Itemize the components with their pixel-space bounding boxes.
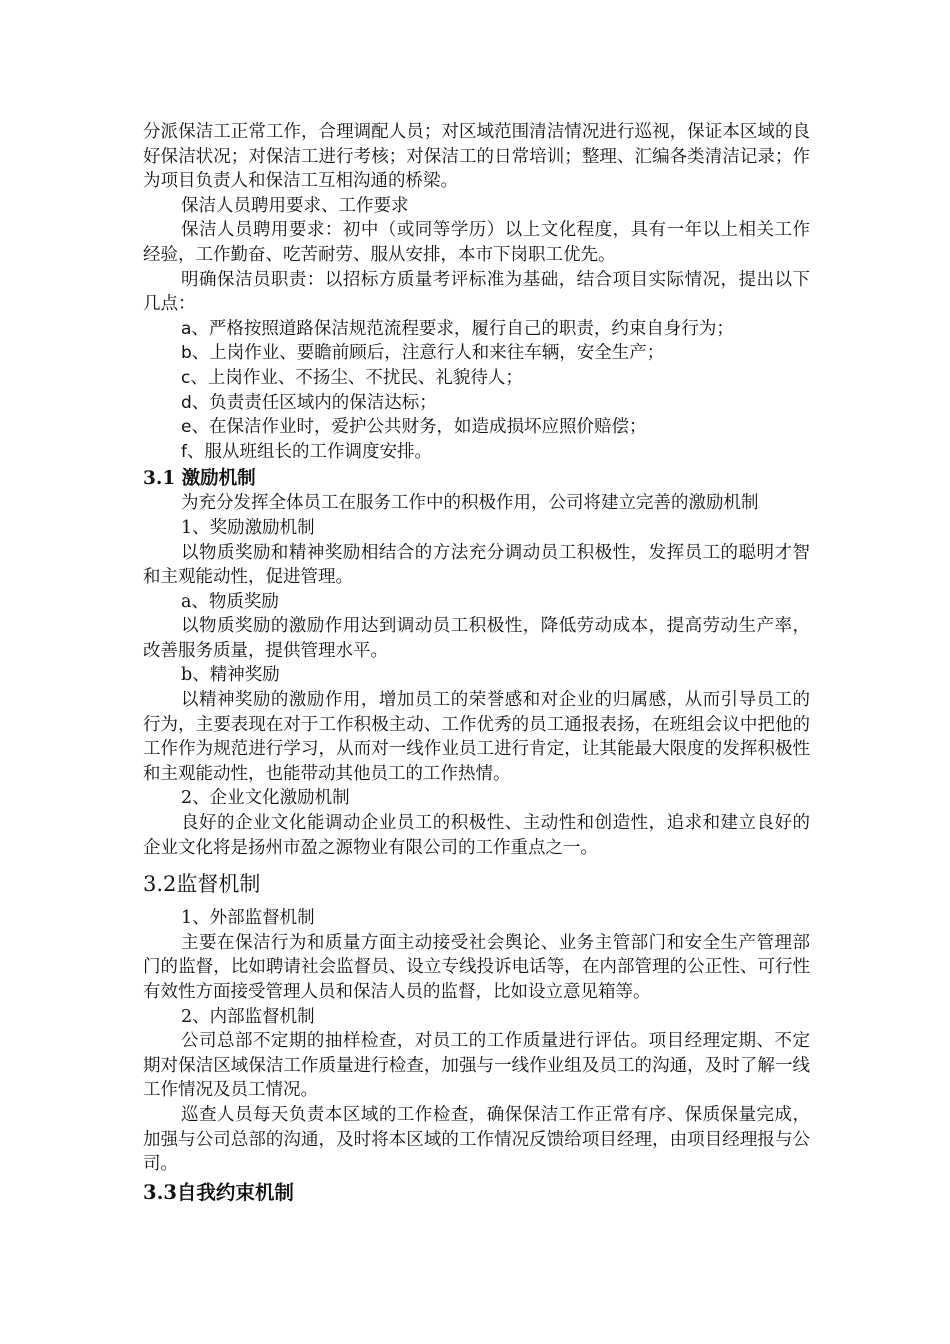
list-item-text: 、服从班组长的工作调度安排。	[187, 441, 432, 462]
list-item-letter: f	[181, 441, 187, 462]
document-page	[143, 120, 810, 1206]
list-item	[143, 317, 810, 342]
section-heading-3-1: 3.1 激励机制	[143, 468, 256, 490]
paragraph-material-reward: 以物质奖励的激励作用达到调动员工积极性，降低劳动成本，提高劳动生产率，改善服务质量，提供管理水平。	[143, 616, 810, 661]
list-item-text: 、上岗作业、不扬尘、不扰民、礼貌待人；	[190, 367, 523, 388]
list-item-letter: b	[181, 343, 192, 364]
paragraph-inspection: 巡查人员每天负责本区域的工作检查，确保保洁工作正常有序、保质保量完成，加强与公司总部的沟通，及时将本区域的工作情况反馈给项目经理，由项目经理报与公司。	[143, 1104, 810, 1175]
paragraph-incentive-intro: 为充分发挥全体员工在服务工作中的积极作用，公司将建立完善的激励机制	[181, 493, 759, 514]
subheading-culture-incentive: 2、企业文化激励机制	[181, 788, 350, 809]
section-heading-3-3: 3.3自我约束机制	[143, 1180, 294, 1204]
list-item	[143, 391, 810, 416]
list-item-letter: c	[181, 367, 191, 388]
list-item	[143, 415, 810, 440]
paragraph-reward-incentive: 以物质奖励和精神奖励相结合的方法充分调动员工积极性，发挥员工的聪明才智和主观能动性，促进管理。	[143, 542, 810, 588]
paragraph-hiring-requirements: 保洁人员聘用要求：初中（或同等学历）以上文化程度，具有一年以上相关工作经验，工作勤奋、吃苦耐劳、服从安排，本市下岗职工优先。	[143, 220, 810, 265]
paragraph-spiritual-reward: 以精神奖励的激励作用，增加员工的荣誉感和对企业的归属感，从而引导员工的行为，主要表现在对于工作积极主动、工作优秀的员工通报表扬，在班组会议中把他的工作作为规范进行学习，从而对一线作业员工进行肯定，让其能最大限度的发挥积极性和主观能动性，也能带动其他员工的工作热情。	[143, 690, 810, 784]
paragraph-hiring-title: 保洁人员聘用要求、工作要求	[181, 195, 409, 216]
section-heading-3-2: 3.2监督机制	[143, 872, 261, 897]
list-item-text: 、负责责任区域内的保洁达标；	[191, 392, 437, 413]
paragraph-cleaner-duties-intro: 明确保洁员职责：以招标方质量考评标准为基础，结合项目实际情况，提出以下几点：	[143, 269, 810, 315]
paragraph-internal-supervision: 公司总部不定期的抽样检查，对员工的工作质量进行评估。项目经理定期、不定期对保洁区域保洁工作质量进行检查，加强与一线作业组及员工的沟通，及时了解一线工作情况及员工情况。	[143, 1031, 810, 1101]
subheading-reward-incentive: 1、奖励激励机制	[181, 517, 315, 538]
list-item-letter: e	[181, 417, 192, 438]
list-item-letter: d	[181, 392, 192, 413]
list-item-text: 、上岗作业、要瞻前顾后，注意行人和来往车辆，安全生产；	[191, 343, 665, 364]
subheading-material-reward: a、物质奖励	[181, 591, 279, 612]
list-item	[143, 341, 810, 366]
list-item-text: 、在保洁作业时，爱护公共财务，如造成损坏应照价赔偿；	[191, 417, 647, 438]
list-item-text: 、严格按照道路保洁规范流程要求，履行自己的职责，约束自身行为；	[191, 318, 734, 339]
list-item-letter: a	[181, 318, 192, 339]
subheading-external-supervision: 1、外部监督机制	[181, 908, 315, 929]
paragraph-culture-incentive: 良好的企业文化能调动企业员工的积极性、主动性和创造性，追求和建立良好的企业文化将是扬州市盈之源物业有限公司的工作重点之一。	[143, 813, 810, 858]
paragraph-supervisor-duties: 分派保洁工正常工作，合理调配人员；对区域范围清洁情况进行巡视，保证本区域的良好保洁状况；对保洁工进行考核；对保洁工的日常培训；整理、汇编各类清洁记录；作为项目负责人和保洁工互相沟通的桥梁。	[143, 122, 810, 192]
list-item	[143, 440, 810, 465]
subheading-internal-supervision: 2、内部监督机制	[181, 1006, 315, 1027]
subheading-spiritual-reward: b、精神奖励	[181, 665, 280, 686]
duties-list	[143, 317, 810, 465]
list-item	[143, 366, 810, 391]
paragraph-external-supervision: 主要在保洁行为和质量方面主动接受社会舆论、业务主管部门和安全生产管理部门的监督，比如聘请社会监督员、设立专线投诉电话等，在内部管理的公正性、可行性有效性方面接受管理人员和保洁人员的监督，比如设立意见箱等。	[143, 932, 810, 1002]
